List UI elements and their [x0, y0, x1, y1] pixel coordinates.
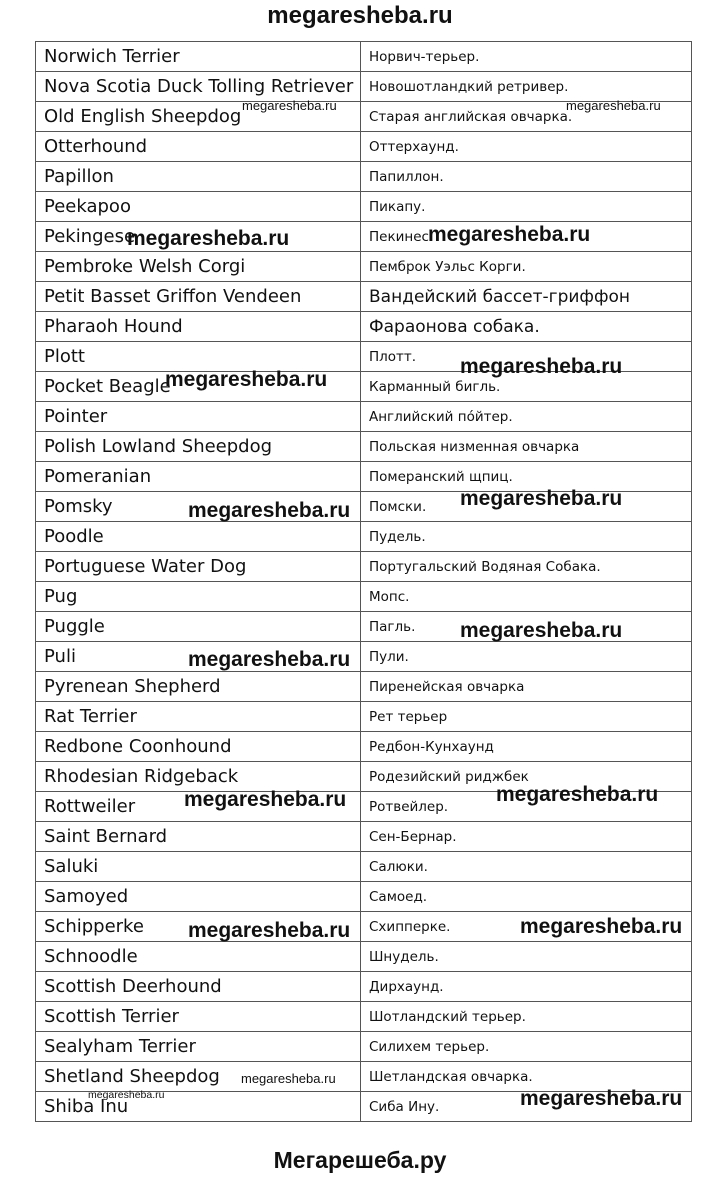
breed-russian-name: Португальский Водяная Собака. [361, 552, 692, 582]
breed-english-name: Pointer [36, 402, 361, 432]
watermark: megaresheba.ru [428, 223, 591, 246]
breed-russian-name: Пагль. [361, 612, 692, 642]
watermark: megaresheba.ru [127, 227, 290, 250]
watermark: megaresheba.ru [188, 919, 351, 942]
breed-russian-name: Салюки. [361, 852, 692, 882]
breed-russian-name: Оттерхаунд. [361, 132, 692, 162]
breed-english-name: Puli [36, 642, 361, 672]
breed-english-name: Papillon [36, 162, 361, 192]
breed-russian-name: Рет терьер [361, 702, 692, 732]
watermark: megaresheba.ru [520, 1087, 683, 1110]
breed-russian-name: Папиллон. [361, 162, 692, 192]
breed-english-name: Nova Scotia Duck Tolling Retriever [36, 72, 361, 102]
breed-english-name: Schnoodle [36, 942, 361, 972]
table-row [36, 402, 692, 432]
watermark: megaresheba.ru [566, 98, 661, 113]
breed-english-name: Rat Terrier [36, 702, 361, 732]
breed-english-name: Poodle [36, 522, 361, 552]
breed-english-name: Puggle [36, 612, 361, 642]
table-row [36, 882, 692, 912]
table-row [36, 312, 692, 342]
table-row [36, 252, 692, 282]
breed-russian-name: Пикапу. [361, 192, 692, 222]
breed-english-name: Saluki [36, 852, 361, 882]
breed-russian-name: Шотландский терьер. [361, 1002, 692, 1032]
breed-english-name: Scottish Deerhound [36, 972, 361, 1002]
breed-russian-name: Сиба Ину. [361, 1092, 692, 1122]
breed-english-name: Schipperke [36, 912, 361, 942]
watermark: megaresheba.ru [496, 783, 659, 806]
breed-english-name: Scottish Terrier [36, 1002, 361, 1032]
table-row [36, 822, 692, 852]
watermark: megaresheba.ru [241, 1071, 336, 1086]
breed-english-name: Pug [36, 582, 361, 612]
breed-english-name: Otterhound [36, 132, 361, 162]
breed-russian-name: Редбон-Кунхаунд [361, 732, 692, 762]
breed-english-name: Saint Bernard [36, 822, 361, 852]
breed-russian-name: Сен-Бернар. [361, 822, 692, 852]
breed-english-name: Polish Lowland Sheepdog [36, 432, 361, 462]
table-row [36, 1002, 692, 1032]
breed-english-name: Norwich Terrier [36, 42, 361, 72]
breed-russian-name: Помски. [361, 492, 692, 522]
breed-russian-name: Пекинес. [361, 222, 692, 252]
breed-english-name: Shiba Inu [36, 1092, 361, 1122]
table-row [36, 1032, 692, 1062]
breed-russian-name: Пули. [361, 642, 692, 672]
breed-english-name: Pocket Beagle [36, 372, 361, 402]
watermark: megaresheba.ru [460, 355, 623, 378]
breed-russian-name: Пиренейская овчарка [361, 672, 692, 702]
breed-russian-name: Ротвейлер. [361, 792, 692, 822]
breed-russian-name: Схипперке. [361, 912, 692, 942]
breed-russian-name: Пудель. [361, 522, 692, 552]
breed-english-name: Pomsky [36, 492, 361, 522]
breed-english-name: Petit Basset Griffon Vendeen [36, 282, 361, 312]
table-row [36, 732, 692, 762]
breed-english-name: Portuguese Water Dog [36, 552, 361, 582]
breed-russian-name: Шетландская овчарка. [361, 1062, 692, 1092]
breed-russian-name: Пемброк Уэльс Корги. [361, 252, 692, 282]
breed-russian-name: Польская низменная овчарка [361, 432, 692, 462]
breed-russian-name: Вандейский бассет-гриффон [361, 282, 692, 312]
breed-english-name: Old English Sheepdog [36, 102, 361, 132]
breed-russian-name: Мопс. [361, 582, 692, 612]
table-row [36, 132, 692, 162]
breed-russian-name: Норвич-терьер. [361, 42, 692, 72]
breed-english-name: Pharaoh Hound [36, 312, 361, 342]
breed-english-name: Peekapoo [36, 192, 361, 222]
breed-russian-name: Шнудель. [361, 942, 692, 972]
table-row [36, 852, 692, 882]
breed-russian-name: Самоед. [361, 882, 692, 912]
breed-english-name: Plott [36, 342, 361, 372]
breed-english-name: Samoyed [36, 882, 361, 912]
table-row [36, 942, 692, 972]
breed-russian-name: Дирхаунд. [361, 972, 692, 1002]
watermark: megaresheba.ru [188, 499, 351, 522]
table-row [36, 432, 692, 462]
watermark: megaresheba.ru [88, 1089, 165, 1101]
breed-english-name: Pomeranian [36, 462, 361, 492]
breed-english-name: Rottweiler [36, 792, 361, 822]
table-row [36, 42, 692, 72]
breed-english-name: Sealyham Terrier [36, 1032, 361, 1062]
watermark: megaresheba.ru [188, 648, 351, 671]
watermark: megaresheba.ru [242, 98, 337, 113]
watermark: megaresheba.ru [460, 487, 623, 510]
table-row [36, 972, 692, 1002]
breed-translation-table [35, 41, 692, 1122]
breed-russian-name: Карманный бигль. [361, 372, 692, 402]
breed-russian-name: Родезийский риджбек [361, 762, 692, 792]
table-row [36, 192, 692, 222]
breed-english-name: Pekingese [36, 222, 361, 252]
watermark: megaresheba.ru [520, 915, 683, 938]
table-row [36, 702, 692, 732]
breed-english-name: Rhodesian Ridgeback [36, 762, 361, 792]
table-row [36, 72, 692, 102]
table-row [36, 582, 692, 612]
breed-russian-name: Силихем терьер. [361, 1032, 692, 1062]
table-row [36, 552, 692, 582]
watermark: megaresheba.ru [460, 619, 623, 642]
table-row [36, 522, 692, 552]
breed-russian-name: Плотт. [361, 342, 692, 372]
watermark: megaresheba.ru [184, 788, 347, 811]
breed-english-name: Pyrenean Shepherd [36, 672, 361, 702]
breed-russian-name: Померанский щпиц. [361, 462, 692, 492]
breed-russian-name: Фараонова собака. [361, 312, 692, 342]
watermark: megaresheba.ru [165, 368, 328, 391]
breed-russian-name: Старая английская овчарка. [361, 102, 692, 132]
table-row [36, 282, 692, 312]
breed-english-name: Redbone Coonhound [36, 732, 361, 762]
table-row [36, 672, 692, 702]
page-footer-title: Мегарешеба.ру [273, 1147, 447, 1173]
breed-english-name: Shetland Sheepdog [36, 1062, 361, 1092]
breed-russian-name: Новошотландкий ретривер. [361, 72, 692, 102]
breed-english-name: Pembroke Welsh Corgi [36, 252, 361, 282]
page-header-title: megaresheba.ru [267, 2, 453, 29]
table-row [36, 162, 692, 192]
breed-russian-name: Английский по́йтер. [361, 402, 692, 432]
table-row [36, 642, 692, 672]
